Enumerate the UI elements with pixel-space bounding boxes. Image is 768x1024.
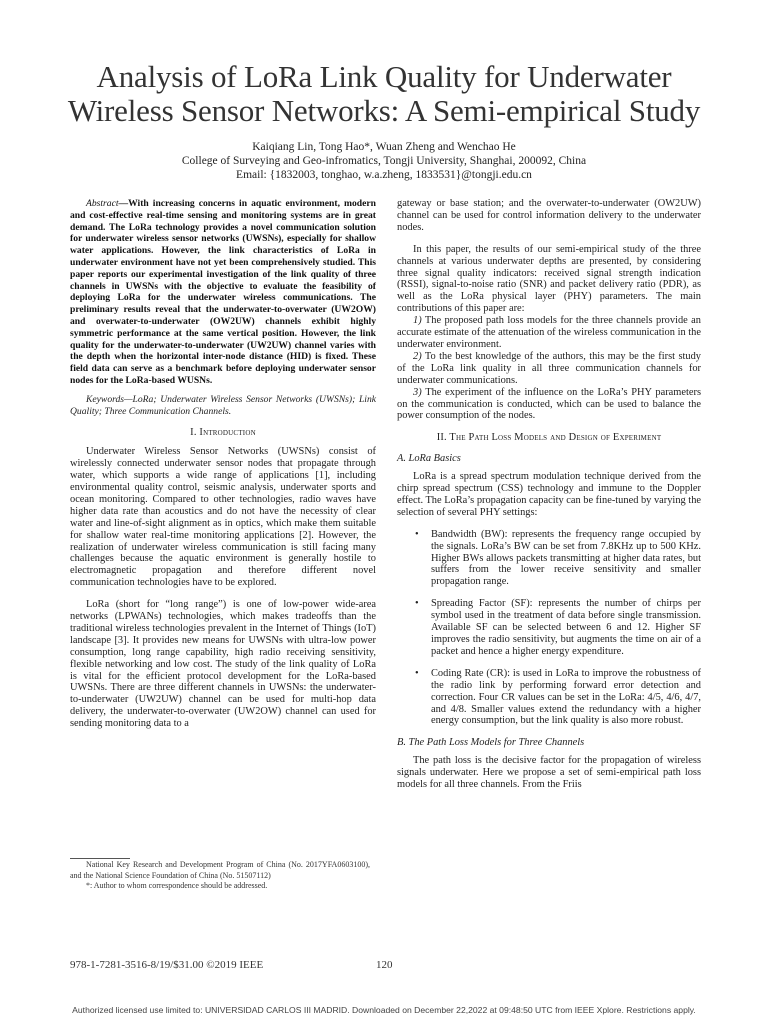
- left-column: [70, 198, 376, 730]
- license-notice: Authorized licensed use limited to: UNIVERSIDAD CARLOS III MADRID. Downloaded on December 22,2022 at 09:48:50 UTC from IEEE Xplore. Restrictions apply.: [72, 1005, 696, 1015]
- section-heading-path-loss: II. The Path Loss Models and Design of Experiment: [436, 432, 662, 444]
- intro-continued: gateway or base station; and the overwater-to-underwater (OW2UW) channel can be used for control information delivery to the underwater nodes.: [397, 198, 701, 233]
- list-item: • Coding Rate (CR): is used in LoRa to improve the robustness of the radio link by performing forward error detection and correction. Four CR values can be set in the LoRa: 4/5, 4/6, 4/7, and 4/8. Smaller values extend the redundancy with a higher energy consumption, but the link quality is also more robust.: [415, 667, 701, 727]
- subsection-heading-lora-basics: A. LoRa Basics: [397, 453, 461, 465]
- intro-paragraph-2: LoRa (short for “long range”) is one of low-power wide-area networks (LPWANs) technologies, which makes tradeoffs than the traditional wireless technologies prevalent in the Internet of Things (IoT) landscape [3]. It provides new means for UWSNs with ultra-low power consumption, long range capability, high radio receiving sensitivity, flexible networking and low cost. The study of the link quality of LoRa is vital for the efficient protocol development for the LoRa-based UWSNs. There are three different channels in UWSNs: the underwater-to-underwater (UW2UW) channel can be used for multi-hop data delivery, the underwater-to-overwater (UW2OW) channel can used for sending monitoring data to a: [70, 599, 376, 730]
- intro-paragraph-1: Underwater Wireless Sensor Networks (UWSNs) consist of wirelessly connected underwater sensor nodes that propagate through water, which supports a wide range of applications [1], including environmental quality control, seismic analysis, underwater sports and ocean monitoring. Compared to other technologies, radio waves have higher data rate than acoustics and do not have the necessity of clear water and line-of-sight alignment as in optics, which make them suitable for shallow water real-time monitoring applications [2]. However, the realization of underwater wireless communication is still facing many challenges because the aquatic environment is generally hostile to electromagnetic propagation and therefore different novel communication technologies have to be explored.: [70, 446, 376, 589]
- author-names: Kaiqiang Lin, Tong Hao*, Wuan Zheng and Wenchao He: [252, 141, 516, 153]
- contribution-2-number: 2): [413, 350, 422, 362]
- abstract: [70, 198, 376, 387]
- isbn-copyright: 978-1-7281-3516-8/19/$31.00 ©2019 IEEE: [70, 959, 264, 971]
- contribution-1: 1) The proposed path loss models for the three channels provide an accurate estimate of the attenuation of the wireless communication in the underwater environment.: [397, 315, 701, 350]
- title-line-1: Analysis of LoRa Link Quality for Underwater: [96, 59, 672, 94]
- contribution-1-number: 1): [413, 315, 422, 327]
- title-line-2: Wireless Sensor Networks: A Semi-empirical Study: [67, 93, 701, 128]
- footnote-correspondence: *: Author to whom correspondence should be addressed.: [86, 881, 268, 890]
- footnotes: [70, 860, 370, 892]
- contribution-3: 3) The experiment of the influence on the LoRa’s PHY parameters on the communication is conducted, which can be used to balance the power consumption of the nodes.: [397, 386, 701, 422]
- section-heading-introduction: I. Introduction: [190, 427, 256, 439]
- bullet-icon: •: [415, 528, 419, 540]
- page-number: 120: [376, 959, 393, 971]
- list-item: • Spreading Factor (SF): represents the number of chirps per symbol used in the treatment of data before single transmission. Available SF can be selected between 6 and 12. Higher SF improves the radio sensitivity, but augments the time on air of a packet and hence a higher energy expenditure.: [415, 598, 701, 657]
- intro-paragraph-3: In this paper, the results of our semi-empirical study of the three channels at various underwater depths are presented, by considering three signal quality indicators: received signal strength indication (RSSI), signal-to-noise ratio (SNR) and packet delivery ratio (PDR), as well as the LoRa physical layer (PHY) parameters. The main contributions of this paper are:: [397, 243, 701, 315]
- right-column: [397, 198, 701, 791]
- phy-settings-list: [397, 529, 701, 728]
- bullet-icon: •: [415, 598, 419, 610]
- author-affiliation: College of Surveying and Geo-infromatics, Tongji University, Shanghai, 200092, China: [181, 155, 587, 167]
- footnote-separator: [70, 858, 130, 859]
- abstract-label: Abstract: [86, 198, 119, 209]
- abstract-text: —With increasing concerns in aquatic environment, modern and cost-effective real-time sensing and monitoring systems are in great demand. The LoRa technology provides a novel communication solution for underwater wireless sensor networks (UWSNs), especially for shallow water applications. However, the link characteristics of LoRa in underwater environment have not yet been comprehensively studied. This paper reports our experimental investigation of the link quality of three channels in UWSNs with the objective to evaluate the feasibility of deploying LoRa for the underwater wireless communications. The preliminary results reveal that the underwater-to-overwater (UW2OW) and overwater-to-underwater (OW2UW) channels exhibit highly symmetric performance at the same vertical position. However, the link quality for the underwater-to-underwater (UW2UW) channel varies with the depth when the horizontal inter-node distance (HID) is fixed. These field data can serve as a benchmark before deploying underwater sensor nodes for the LoRa-based WUSNs.: [70, 198, 376, 386]
- subsection-heading-path-loss-models: B. The Path Loss Models for Three Channels: [397, 737, 585, 749]
- list-item: • Bandwidth (BW): represents the frequency range occupied by the signals. LoRa’s BW can be set from 7.8KHz up to 500 KHz. Higher BWs allows packets transmitting at higher data rates, but suffers from the lower receive sensitivity and smaller propagation range.: [415, 528, 701, 588]
- keywords: Keywords—LoRa; Underwater Wireless Sensor Networks (UWSNs); Link Quality; Three Communication Channels.: [70, 393, 376, 417]
- lora-basics-paragraph: LoRa is a spread spectrum modulation technique derived from the chirp spread spectrum (CSS) technology and immune to the Doppler effect. The LoRa’s propagation capacity can be fine-tuned by varying the selection of several PHY settings:: [397, 471, 702, 518]
- contribution-2: 2) To the best knowledge of the authors, this may be the first study of the LoRa link quality in all three communication channels for underwater communications.: [397, 350, 701, 386]
- path-loss-paragraph: The path loss is the decisive factor for the propagation of wireless signals underwater. Here we propose a set of semi-empirical path loss models for all three channels. From the Friis: [397, 755, 701, 791]
- author-block: [60, 140, 708, 182]
- bullet-icon: •: [415, 667, 419, 679]
- footnote-funding: National Key Research and Development Program of China (No. 2017YFA0603100), and the National Science Foundation of China (No. 51507112): [70, 860, 370, 880]
- contribution-3-number: 3): [413, 386, 422, 398]
- paper-title: [40, 60, 728, 128]
- author-email: Email: {1832003, tonghao, w.a.zheng, 1833531}@tongji.edu.cn: [236, 169, 532, 181]
